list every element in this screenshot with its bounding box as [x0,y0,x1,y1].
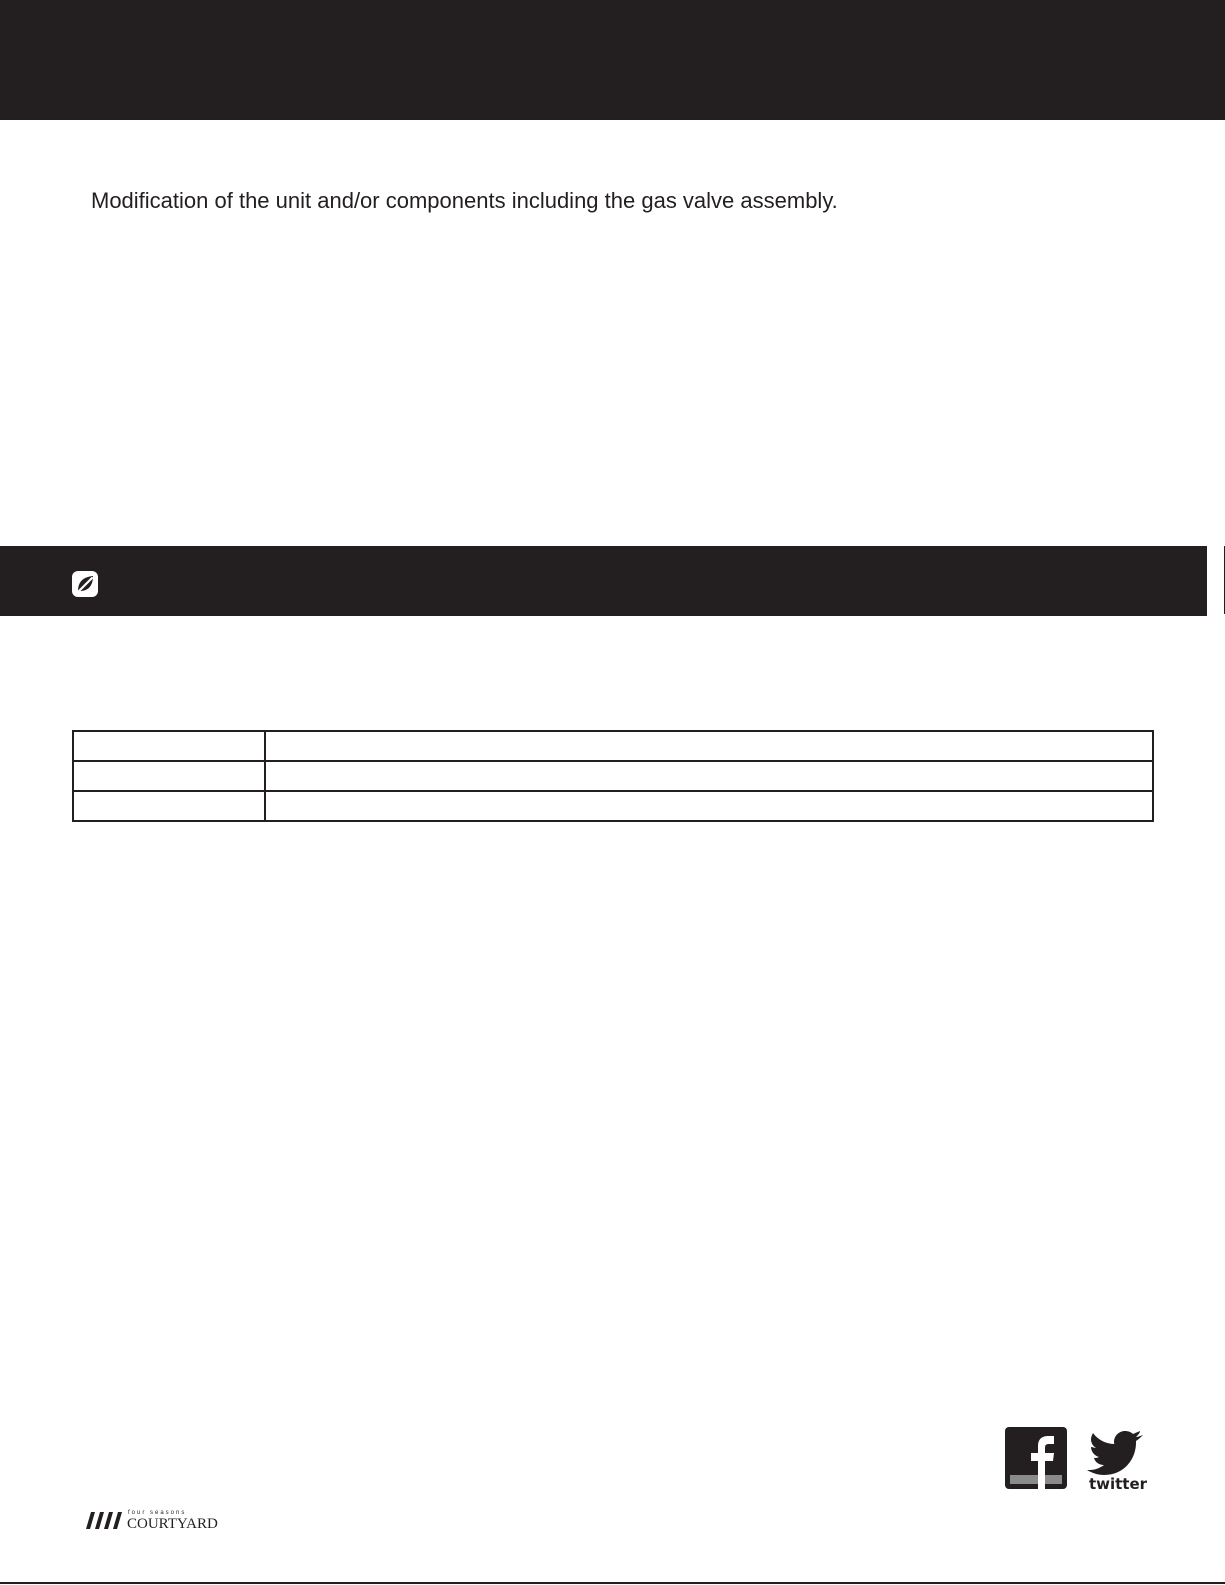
table-row [73,761,1153,791]
courtyard-logo [84,1508,234,1530]
info-table [72,730,1154,822]
table-cell [265,761,1153,791]
section-header-bar [0,546,1207,616]
table-cell [265,791,1153,821]
logo-small-text: four seasons [128,1510,187,1516]
twitter-icon[interactable] [1083,1427,1153,1491]
table-cell [73,791,265,821]
body-paragraph: Modification of the unit and/or components including the gas valve assembly. [91,188,838,213]
leaf-icon [72,571,98,597]
facebook-label: f [1005,1427,1006,1428]
table-cell [73,761,265,791]
table-row [73,791,1153,821]
top-header-bar [0,0,1225,120]
table-cell [73,731,265,761]
table-cell [265,731,1153,761]
facebook-icon[interactable] [1005,1427,1067,1489]
twitter-label: twitter [1088,1475,1148,1491]
logo-text: COURTYARD [127,1516,218,1530]
table-row [73,731,1153,761]
bottom-rule [0,1582,1225,1584]
